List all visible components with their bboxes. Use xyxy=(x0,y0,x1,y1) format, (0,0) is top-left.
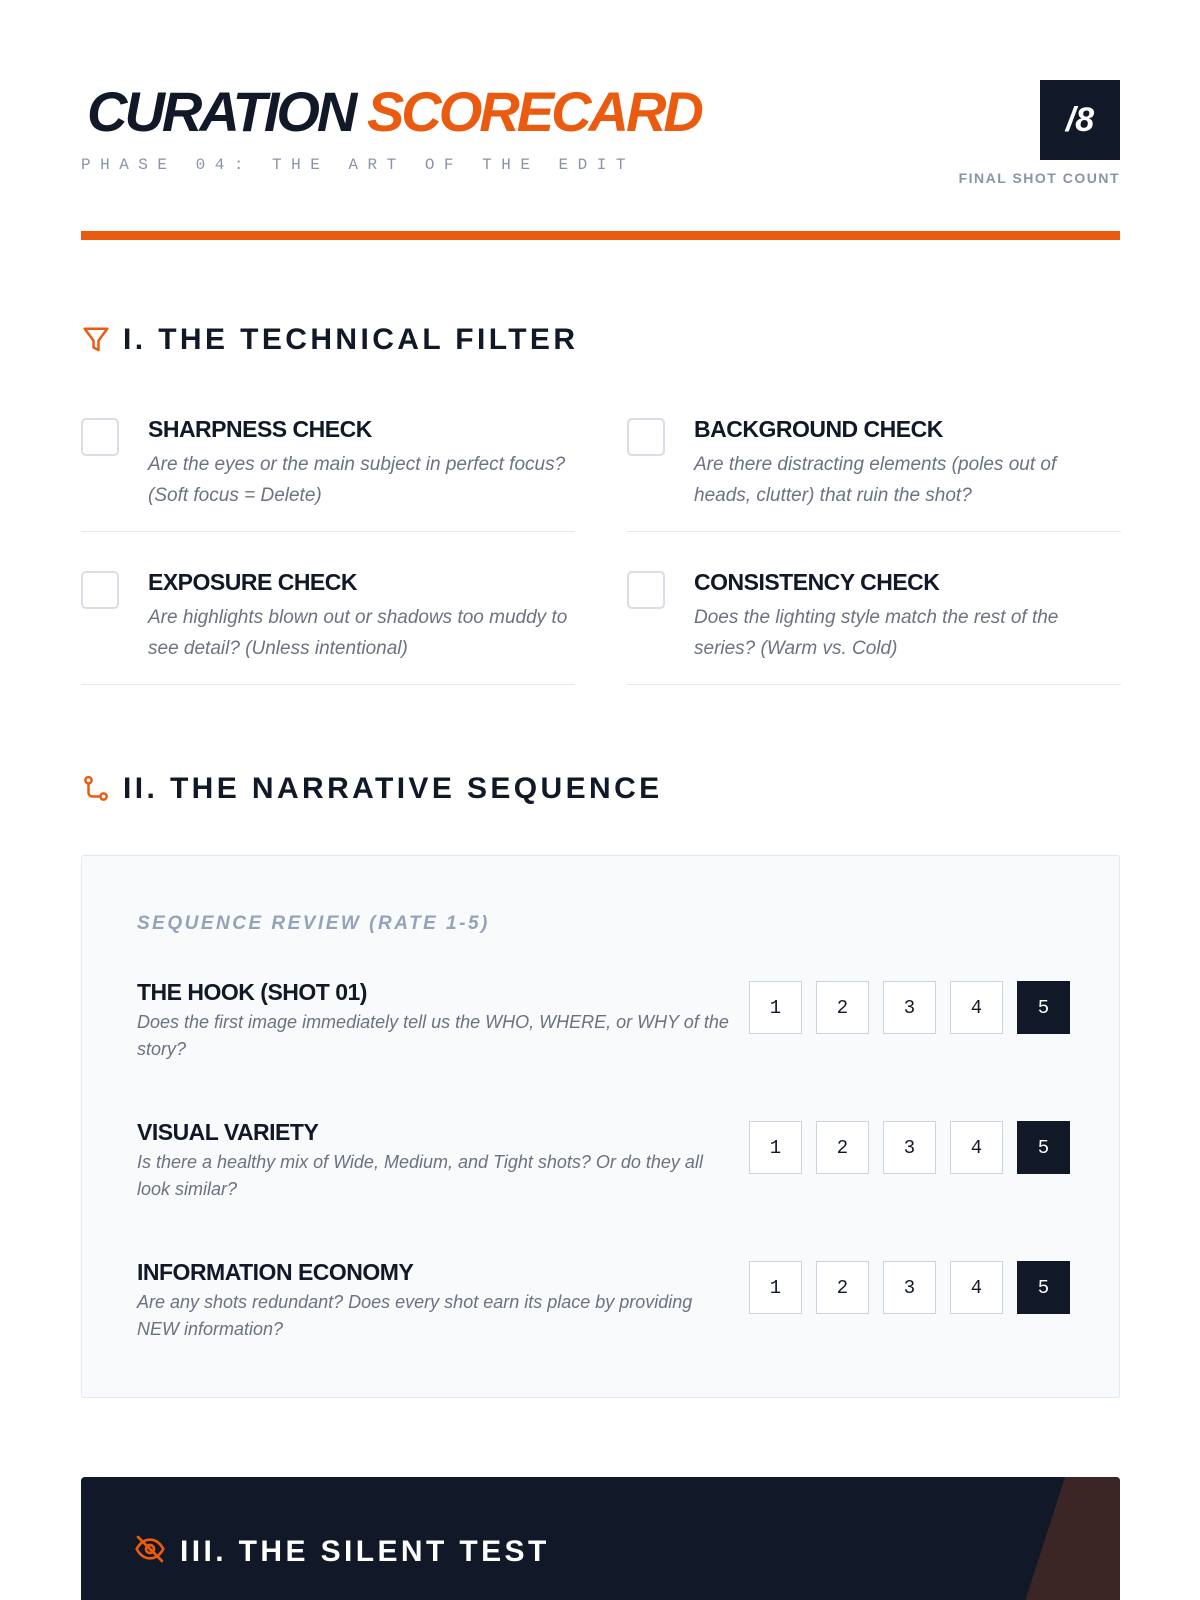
rating-option-4[interactable]: 4 xyxy=(950,1261,1003,1314)
page-subtitle: PHASE 04: THE ART OF THE EDIT xyxy=(81,156,635,174)
header xyxy=(81,80,1120,240)
rating-option-1[interactable]: 1 xyxy=(749,981,802,1034)
rating-scale xyxy=(749,981,1070,1034)
check-description: Are there distracting elements (poles out of heads, clutter) that ruin the shot? xyxy=(694,454,1057,506)
check-description: Does the lighting style match the rest of the series? (Warm vs. Cold) xyxy=(694,607,1059,659)
rating-option-1[interactable]: 1 xyxy=(749,1261,802,1314)
rating-row-economy xyxy=(137,1259,1067,1359)
rating-scale xyxy=(749,1121,1070,1174)
rating-option-2[interactable]: 2 xyxy=(816,1121,869,1174)
header-divider xyxy=(81,231,1120,240)
route-icon xyxy=(81,774,111,804)
narrative-section-heading xyxy=(81,772,663,806)
rating-row-description: Are any shots redundant? Does every shot earn its place by providing NEW information? xyxy=(137,1292,693,1339)
sharpness-checkbox[interactable] xyxy=(81,418,119,456)
title-part-1: CURATION xyxy=(87,80,355,143)
narrative-section-title: II. THE NARRATIVE SEQUENCE xyxy=(123,772,663,805)
check-description: Are highlights blown out or shadows too muddy to see detail? (Unless intentional) xyxy=(148,607,568,659)
silent-section-heading xyxy=(134,1533,550,1570)
rating-option-4[interactable]: 4 xyxy=(950,1121,1003,1174)
rating-option-3[interactable]: 3 xyxy=(883,981,936,1034)
rating-option-1[interactable]: 1 xyxy=(749,1121,802,1174)
consistency-checkbox[interactable] xyxy=(627,571,665,609)
check-item-consistency xyxy=(627,563,1121,685)
exposure-checkbox[interactable] xyxy=(81,571,119,609)
rating-option-3[interactable]: 3 xyxy=(883,1121,936,1174)
check-title: BACKGROUND CHECK xyxy=(694,416,943,442)
rating-option-2[interactable]: 2 xyxy=(816,981,869,1034)
rating-option-5[interactable]: 5 xyxy=(1017,1261,1070,1314)
rating-row-hook xyxy=(137,979,1067,1079)
background-checkbox[interactable] xyxy=(627,418,665,456)
silent-test-card xyxy=(81,1477,1120,1600)
technical-section-title: I. THE TECHNICAL FILTER xyxy=(123,323,579,356)
rating-option-2[interactable]: 2 xyxy=(816,1261,869,1314)
check-item-background xyxy=(627,410,1121,532)
shot-count-label: FINAL SHOT COUNT xyxy=(958,170,1120,186)
sequence-review-panel xyxy=(81,855,1120,1398)
check-item-sharpness xyxy=(81,410,575,532)
page-title xyxy=(87,80,701,143)
rating-row-description: Is there a healthy mix of Wide, Medium, and Tight shots? Or do they all look similar? xyxy=(137,1152,703,1199)
rating-row-title: THE HOOK (SHOT 01) xyxy=(137,979,367,1005)
rating-row-variety xyxy=(137,1119,1067,1219)
rating-row-description: Does the first image immediately tell us the WHO, WHERE, or WHY of the story? xyxy=(137,1012,729,1059)
silent-section-title: III. THE SILENT TEST xyxy=(180,1534,550,1568)
check-title: CONSISTENCY CHECK xyxy=(694,569,940,595)
technical-section-heading xyxy=(81,323,578,357)
sequence-review-label: SEQUENCE REVIEW (RATE 1-5) xyxy=(137,913,490,934)
filter-icon xyxy=(81,325,111,355)
rating-scale xyxy=(749,1261,1070,1314)
title-part-2: SCORECARD xyxy=(366,80,701,143)
rating-option-3[interactable]: 3 xyxy=(883,1261,936,1314)
check-description: Are the eyes or the main subject in perfect focus? (Soft focus = Delete) xyxy=(148,454,566,506)
check-title: SHARPNESS CHECK xyxy=(148,416,372,442)
rating-option-5[interactable]: 5 xyxy=(1017,981,1070,1034)
shot-count-box: /8 xyxy=(1040,80,1120,160)
rating-option-4[interactable]: 4 xyxy=(950,981,1003,1034)
check-item-exposure xyxy=(81,563,575,685)
rating-row-title: INFORMATION ECONOMY xyxy=(137,1259,414,1285)
decorative-stripe xyxy=(1020,1477,1120,1600)
eye-off-icon xyxy=(134,1533,166,1570)
check-title: EXPOSURE CHECK xyxy=(148,569,357,595)
rating-row-title: VISUAL VARIETY xyxy=(137,1119,319,1145)
rating-option-5[interactable]: 5 xyxy=(1017,1121,1070,1174)
